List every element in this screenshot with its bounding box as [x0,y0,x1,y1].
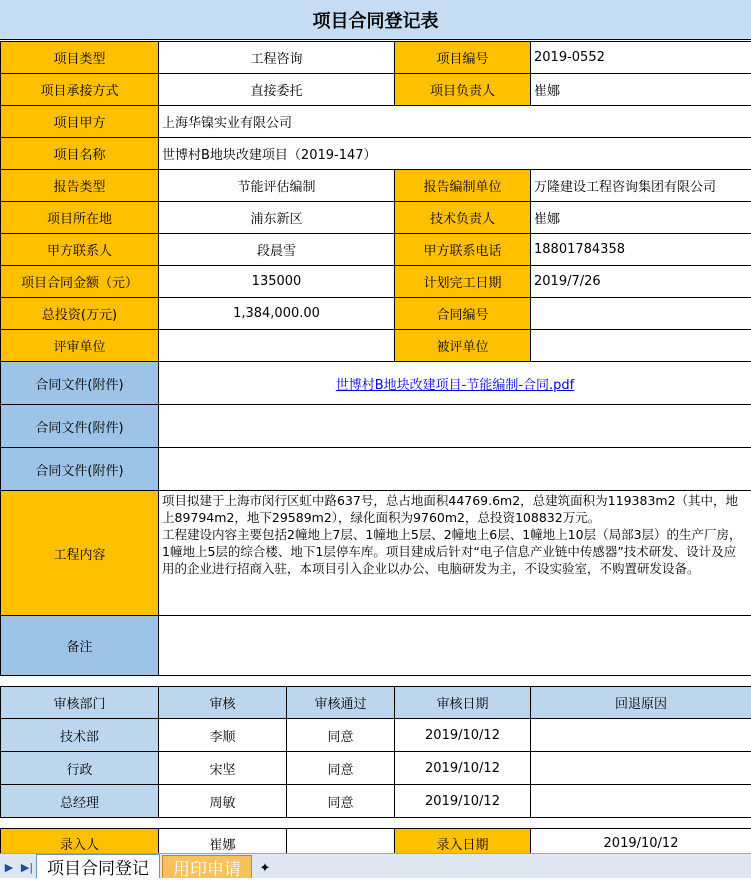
total-investment-label: 总投资(万元) [1,298,159,330]
remark-label: 备注 [1,616,159,676]
review-date[interactable]: 2019/10/12 [395,719,531,752]
review-date[interactable]: 2019/10/12 [395,785,531,818]
review-reviewer[interactable]: 周敏 [159,785,287,818]
project-type-value[interactable]: 工程咨询 [159,42,395,74]
reviewed-org-label: 被评单位 [395,330,531,362]
review-org-value[interactable] [159,330,395,362]
location-value[interactable]: 浦东新区 [159,202,395,234]
location-label: 项目所在地 [1,202,159,234]
tab-seal-request[interactable]: 用印申请 [162,855,252,878]
report-org-value[interactable]: 万隆建设工程咨询集团有限公司 [531,170,751,202]
row-total-investment [1,298,751,330]
review-date[interactable]: 2019/10/12 [395,752,531,785]
row-content [1,491,751,616]
row-project-name [1,138,751,170]
project-lead-value[interactable]: 崔娜 [531,74,751,106]
attachment-3-label: 合同文件(附件) [1,448,159,491]
project-no-value[interactable]: 2019-0552 [531,42,751,74]
row-location [1,202,751,234]
review-header-row [1,687,751,719]
row-attachment-2 [1,405,751,448]
row-remark [1,616,751,676]
row-client [1,106,751,138]
review-dept: 技术部 [1,719,159,752]
contract-amount-value[interactable]: 135000 [159,266,395,298]
review-reviewer[interactable]: 宋坚 [159,752,287,785]
report-type-label: 报告类型 [1,170,159,202]
client-value[interactable]: 上海华镍实业有限公司 [159,106,751,138]
table-row [1,752,751,785]
review-reason[interactable] [531,719,751,752]
table-row [1,785,751,818]
attachment-3-value[interactable] [159,448,751,491]
tech-lead-label: 技术负责人 [395,202,531,234]
project-type-label: 项目类型 [1,42,159,74]
attachment-1-link[interactable]: 世博村B地块改建项目-节能编制-合同.pdf [336,378,575,393]
row-review-org [1,330,751,362]
attachment-2-value[interactable] [159,405,751,448]
planned-date-label: 计划完工日期 [395,266,531,298]
project-name-label: 项目名称 [1,138,159,170]
tab-project-contract[interactable]: 项目合同登记 [36,854,160,878]
review-header-reviewer: 审核 [159,687,287,719]
contract-no-label: 合同编号 [395,298,531,330]
entry-person-label: 录入人 [1,829,159,859]
project-info-table [0,41,751,676]
contract-amount-label: 项目合同金额（元） [1,266,159,298]
review-header-dept: 审核部门 [1,687,159,719]
client-contact-label: 甲方联系人 [1,234,159,266]
new-sheet-icon[interactable]: ✦ [254,858,276,878]
review-reason[interactable] [531,785,751,818]
total-investment-value[interactable]: 1,384,000.00 [159,298,395,330]
client-label: 项目甲方 [1,106,159,138]
reviewed-org-value[interactable] [531,330,751,362]
row-contract-amount [1,266,751,298]
client-phone-value[interactable]: 18801784358 [531,234,751,266]
review-header-approved: 审核通过 [287,687,395,719]
review-header-date: 审核日期 [395,687,531,719]
contract-mode-label: 项目承接方式 [1,74,159,106]
entry-person-value[interactable]: 崔娜 [159,829,287,859]
report-type-value[interactable]: 节能评估编制 [159,170,395,202]
project-name-value[interactable]: 世博村B地块改建项目（2019-147） [159,138,751,170]
remark-value[interactable] [159,616,751,676]
tech-lead-value[interactable]: 崔娜 [531,202,751,234]
content-value[interactable]: 项目拟建于上海市闵行区虹中路637号，总占地面积44769.6m2，总建筑面积为119383m2（其中，地上89794m2，地下29589m2），绿化面积为9760m2，总投资108832万元。 工程建设内容主要包括2幢地上7层、1幢地上5层、2幢地上6层、1幢地上10层（局部3层）的生产厂房，1幢地上5层的综合楼、地下1层停车库。项目建成后针对“电子信息产业链中传感器”技术研发、设计及应用的企业进行招商入驻，本项目引入企业以办公、电脑研发为主，不设实验室，不购置研发设备。 [159,491,751,616]
client-contact-value[interactable]: 段晨雪 [159,234,395,266]
review-reviewer[interactable]: 李顺 [159,719,287,752]
entry-date-label: 录入日期 [395,829,531,859]
review-dept: 行政 [1,752,159,785]
row-project-type [1,42,751,74]
contract-no-value[interactable] [531,298,751,330]
contract-mode-value[interactable]: 直接委托 [159,74,395,106]
row-attachment-1 [1,362,751,405]
content-label: 工程内容 [1,491,159,616]
review-approved[interactable]: 同意 [287,719,395,752]
review-approved[interactable]: 同意 [287,752,395,785]
review-table [0,686,751,818]
review-dept: 总经理 [1,785,159,818]
review-header-reason: 回退原因 [531,687,751,719]
row-report-type [1,170,751,202]
review-approved[interactable]: 同意 [287,785,395,818]
review-reason[interactable] [531,752,751,785]
tab-scroll-first-icon[interactable]: ▶ [0,856,18,878]
project-no-label: 项目编号 [395,42,531,74]
attachment-1-cell [159,362,751,405]
report-org-label: 报告编制单位 [395,170,531,202]
attachment-2-label: 合同文件(附件) [1,405,159,448]
sheet-tab-bar [0,853,751,878]
project-lead-label: 项目负责人 [395,74,531,106]
row-contract-mode [1,74,751,106]
row-attachment-3 [1,448,751,491]
tab-scroll-next-icon[interactable]: ▶| [18,856,36,878]
review-org-label: 评审单位 [1,330,159,362]
attachment-1-label: 合同文件(附件) [1,362,159,405]
planned-date-value[interactable]: 2019/7/26 [531,266,751,298]
entry-date-value[interactable]: 2019/10/12 [531,829,751,859]
row-client-contact [1,234,751,266]
form-title: 项目合同登记表 [0,0,751,40]
table-row [1,719,751,752]
client-phone-label: 甲方联系电话 [395,234,531,266]
